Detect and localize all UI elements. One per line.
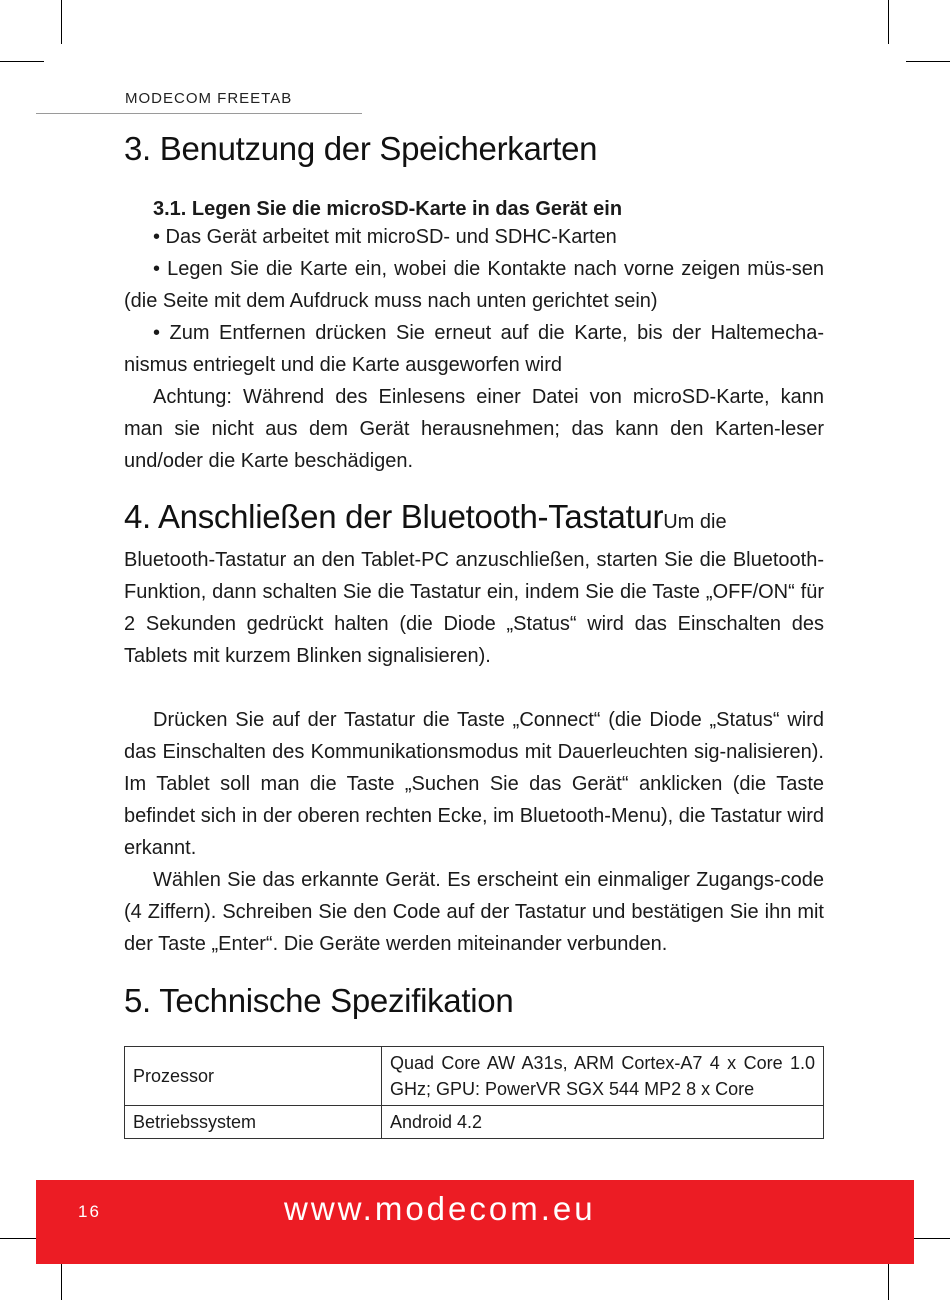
spec-label: Betriebssystem [125, 1106, 382, 1139]
bullet-item: • Das Gerät arbeitet mit microSD- und SDHC-Karten [153, 226, 617, 248]
section-4-run-in: Um die [663, 511, 727, 533]
crop-mark [0, 61, 44, 62]
table-row [125, 1047, 824, 1106]
crop-mark [888, 0, 889, 44]
section-4-paragraph: Drücken Sie auf der Tastatur die Taste „Connect“ (die Diode „Status“ wird das Einschalten des Kommunikationsmodus mit Dauerleuchten sig-nalisieren). Im Tablet soll man die Taste „Suchen Sie das Gerät“ anklicken (die Taste befindet sich in der oberen rechten Ecke, im Bluetooth-Menu), die Tastatur wird erkannt. [124, 709, 824, 859]
subsection-3-1-title: 3.1. Legen Sie die microSD-Karte in das Gerät ein [153, 198, 623, 220]
section-4-title: 4. Anschließen der Bluetooth-Tastatur [124, 498, 664, 535]
spec-value: Quad Core AW A31s, ARM Cortex-A7 4 x Core 1.0 GHz; GPU: PowerVR SGX 544 MP2 8 x Core [382, 1047, 824, 1106]
footer-url-link[interactable]: www.modecom.eu [284, 1190, 596, 1227]
page-content [124, 130, 824, 1139]
section-4-heading-line [124, 497, 824, 544]
footer-bar [36, 1180, 914, 1264]
warning-paragraph: Achtung: Während des Einlesens einer Datei von microSD-Karte, kann man sie nicht aus dem Gerät herausnehmen; das kann den Karten-leser und/oder die Karte beschädigen. [124, 386, 824, 472]
spec-table [124, 1046, 824, 1139]
crop-mark [61, 0, 62, 44]
bullet-item: • Zum Entfernen drücken Sie erneut auf die Karte, bis der Haltemecha-nismus entriegelt und die Karte ausgeworfen wird [124, 322, 824, 376]
section-4-intro: Bluetooth-Tastatur an den Tablet-PC anzuschließen, starten Sie die Bluetooth-Funktion, dann schalten Sie die Tastatur ein, indem Sie die Taste „OFF/ON“ für 2 Sekunden gedrückt halten (die Diode „Status“ wird das Einschalten des Tablets mit kurzem Blinken signalisieren). [124, 549, 824, 667]
table-row [125, 1106, 824, 1139]
section-5-title: 5. Technische Spezifikation [124, 982, 514, 1019]
page-number: 16 [78, 1202, 101, 1221]
section-4-paragraph: Wählen Sie das erkannte Gerät. Es erscheint ein einmaliger Zugangs-code (4 Ziffern). Schreiben Sie den Code auf der Tastatur und bestätigen Sie ihn mit der Taste „Enter“. Die Geräte werden miteinander verbunden. [124, 869, 824, 955]
running-header: MODECOM FREETAB [125, 90, 293, 107]
bullet-item: • Legen Sie die Karte ein, wobei die Kontakte nach vorne zeigen müs-sen (die Seite mit dem Aufdruck muss nach unten gerichtet sein) [124, 258, 824, 312]
section-3-title: 3. Benutzung der Speicherkarten [124, 130, 598, 167]
header-rule [36, 113, 362, 114]
crop-mark [906, 61, 950, 62]
spec-label: Prozessor [125, 1047, 382, 1106]
spec-value: Android 4.2 [382, 1106, 824, 1139]
